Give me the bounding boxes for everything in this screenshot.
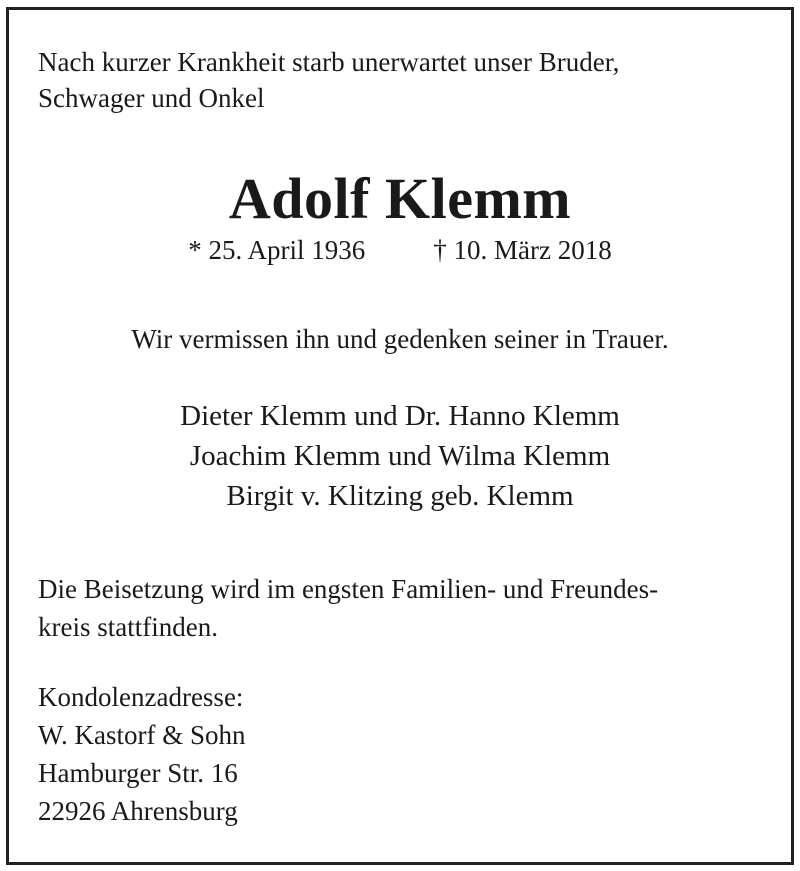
death-date: † 10. März 2018 — [433, 235, 612, 265]
life-dates — [0, 232, 800, 268]
family-line: Joachim Klemm und Wilma Klemm — [189, 440, 611, 472]
funeral-line: kreis stattfinden. — [38, 612, 218, 642]
address-city: 22926 Ahrensburg — [38, 796, 238, 826]
intro-line: Schwager und Onkel — [38, 83, 265, 113]
funeral-note — [38, 570, 763, 646]
family-line: Birgit v. Klitzing geb. Klemm — [226, 480, 574, 512]
family-list — [0, 396, 800, 516]
funeral-line: Die Beisetzung wird im engsten Familien- und Freundes- — [38, 574, 659, 604]
address-label: Kondolenzadresse: — [38, 682, 244, 712]
intro-text — [38, 44, 758, 116]
condolence-address — [38, 678, 538, 830]
address-company: W. Kastorf & Sohn — [38, 720, 246, 750]
birth-date: * 25. April 1936 — [188, 235, 366, 265]
address-street: Hamburger Str. 16 — [38, 758, 238, 788]
mourning-text: Wir vermissen ihn und gedenken seiner in Trauer. — [131, 324, 669, 354]
intro-line: Nach kurzer Krankheit starb unerwartet unser Bruder, — [38, 47, 620, 77]
deceased-name: Adolf Klemm — [228, 166, 572, 231]
family-line: Dieter Klemm und Dr. Hanno Klemm — [180, 400, 620, 432]
